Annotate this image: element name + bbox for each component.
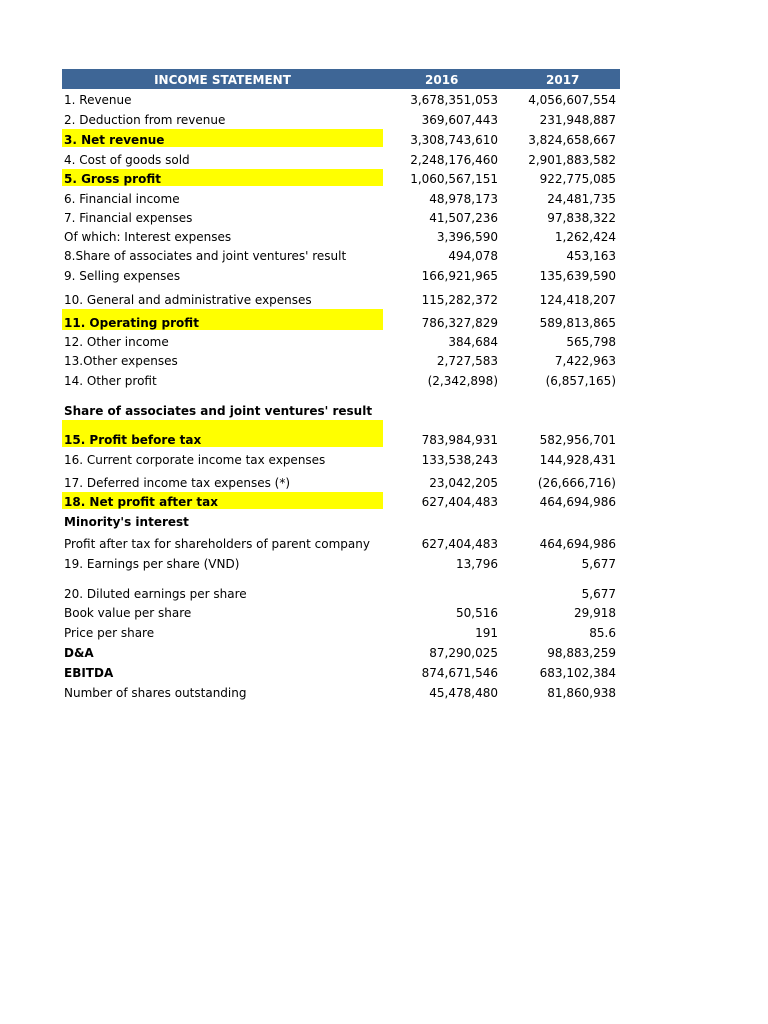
value-2017: (26,666,716) [537,476,616,490]
table-row [62,245,620,264]
table-row [62,448,620,468]
row-label: Of which: Interest expenses [64,230,232,244]
table-row [62,207,620,226]
value-2017: 582,956,701 [539,433,616,447]
row-label: 4. Cost of goods sold [64,153,190,167]
value-2017: 2,901,883,582 [528,153,616,167]
table-row [62,641,620,661]
value-2016: 3,308,743,610 [410,133,498,147]
value-2017: 29,918 [574,606,616,620]
value-2017: 124,418,207 [539,293,616,307]
value-2016: 2,248,176,460 [410,153,498,167]
value-2017: 5,677 [581,557,616,571]
row-label: 17. Deferred income tax expenses (*) [64,476,291,490]
row-label: 11. Operating profit [64,316,199,330]
row-label: 18. Net profit after tax [64,495,218,509]
row-label: Price per share [64,626,155,640]
value-2016: 191 [475,626,498,640]
value-2016: 3,678,351,053 [410,93,498,107]
row-label: 20. Diluted earnings per share [64,587,247,601]
row-label: 19. Earnings per share (VND) [64,557,240,571]
row-label: 6. Financial income [64,192,180,206]
table-row [62,331,620,350]
value-2017: 81,860,938 [547,686,616,700]
value-2017: 7,422,963 [554,354,616,368]
value-2016: 115,282,372 [421,293,498,307]
value-2017: 4,056,607,554 [528,93,616,107]
row-label: 15. Profit before tax [64,433,202,447]
value-2016: 166,921,965 [421,269,498,283]
table-row [62,108,620,128]
row-label: Profit after tax for shareholders of parent company [64,537,370,551]
value-2016: 369,607,443 [421,113,498,127]
row-label: 16. Current corporate income tax expenses [64,453,326,467]
value-2017: 24,481,735 [547,192,616,206]
value-2017: 922,775,085 [539,172,616,186]
table-body [62,89,620,701]
table-row [62,89,620,108]
value-2016: 45,478,480 [429,686,498,700]
table-row [62,148,620,168]
value-2017: 85.6 [589,626,616,640]
table-row [62,468,620,491]
header-year-2017: 2017 [546,73,580,87]
table-row [62,284,620,308]
row-label: 12. Other income [64,335,169,349]
value-2017: 3,824,658,667 [528,133,616,147]
value-2016: 13,796 [456,557,498,571]
row-label: 14. Other profit [64,374,157,388]
row-label: 2. Deduction from revenue [64,113,226,127]
table-row [62,187,620,207]
table-row [62,226,620,245]
value-2016: 2,727,583 [436,354,498,368]
value-2017: 135,639,590 [539,269,616,283]
table-row [62,530,620,552]
table-row [62,661,620,681]
row-label: 8.Share of associates and joint ventures' result [64,249,347,263]
row-label: D&A [64,646,94,660]
table-row [62,491,620,510]
value-2016: 23,042,205 [429,476,498,490]
table-row [62,552,620,572]
value-2017: 144,928,431 [539,453,616,467]
value-2016: (2,342,898) [427,374,498,388]
value-2016: 627,404,483 [421,495,498,509]
value-2017: 5,677 [581,587,616,601]
row-label: 9. Selling expenses [64,269,181,283]
table-header [62,69,620,89]
table-row [62,572,620,602]
value-2016: 50,516 [456,606,498,620]
table-row [62,369,620,389]
table-row [62,419,620,448]
header-title: INCOME STATEMENT [154,73,291,87]
value-2016: 627,404,483 [421,537,498,551]
row-label: Minority's interest [64,515,189,529]
value-2017: (6,857,165) [545,374,616,388]
value-2016: 133,538,243 [421,453,498,467]
value-2016: 87,290,025 [429,646,498,660]
value-2016: 494,078 [448,249,498,263]
value-2017: 97,838,322 [547,211,616,225]
value-2017: 231,948,887 [539,113,616,127]
row-label: 5. Gross profit [64,172,161,186]
table-row [62,681,620,701]
value-2016: 41,507,236 [429,211,498,225]
header-year-2016: 2016 [425,73,459,87]
value-2017: 565,798 [566,335,616,349]
value-2017: 98,883,259 [547,646,616,660]
value-2016: 783,984,931 [421,433,498,447]
row-label: 13.Other expenses [64,354,178,368]
row-label: Number of shares outstanding [64,686,247,700]
value-2016: 3,396,590 [436,230,498,244]
row-label: Book value per share [64,606,192,620]
value-2016: 786,327,829 [421,316,498,330]
table-row [62,308,620,331]
income-statement-table [62,69,620,701]
table-row [62,389,620,419]
table-row [62,264,620,284]
row-label: EBITDA [64,666,114,680]
row-label: 3. Net revenue [64,133,165,147]
value-2017: 1,262,424 [554,230,616,244]
table-row [62,128,620,148]
table-row [62,602,620,621]
value-2017: 464,694,986 [539,495,616,509]
row-label: 1. Revenue [64,93,132,107]
value-2017: 589,813,865 [539,316,616,330]
row-label: 7. Financial expenses [64,211,193,225]
table-row [62,510,620,530]
table-row [62,350,620,369]
row-label: Share of associates and joint ventures' result [64,404,373,418]
value-2016: 1,060,567,151 [410,172,498,186]
table-row [62,168,620,187]
value-2017: 453,163 [566,249,616,263]
value-2016: 48,978,173 [429,192,498,206]
value-2017: 464,694,986 [539,537,616,551]
row-label: 10. General and administrative expenses [64,293,312,307]
table-row [62,621,620,641]
value-2016: 874,671,546 [421,666,498,680]
value-2016: 384,684 [448,335,498,349]
value-2017: 683,102,384 [539,666,616,680]
